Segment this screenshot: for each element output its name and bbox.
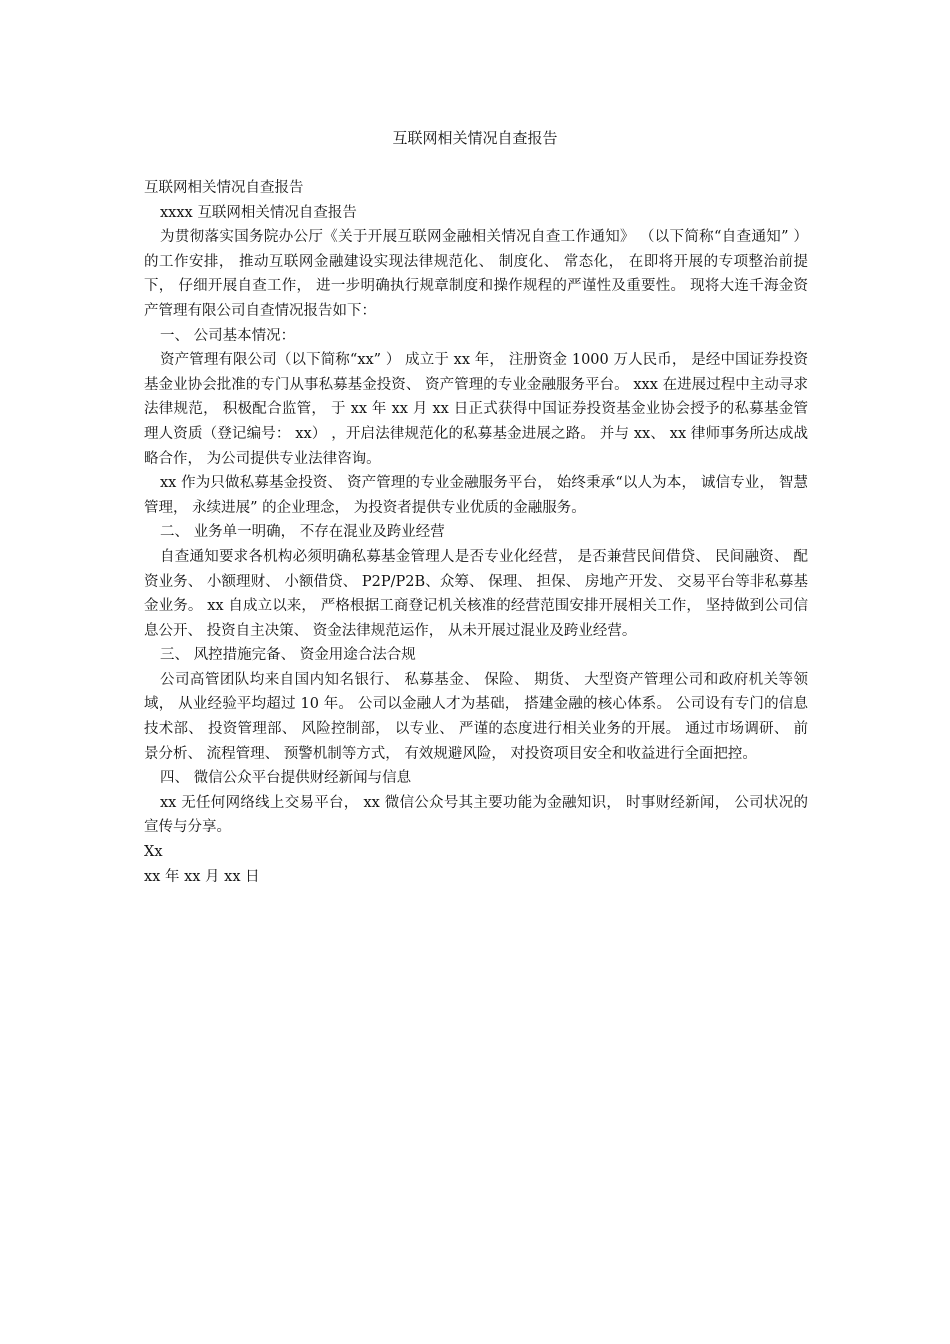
- section-2-paragraph: 自查通知要求各机构必须明确私募基金管理人是否专业化经营， 是否兼营民间借贷、 民间融资、 配资业务、 小额理财、 小额借贷、 P2P/P2B、众筹、 保理、 担保、 房地产开发、 交易平台等非私募基金业务。 xx 自成立以来， 严格根据工商登记机关核准的经营范围安排开展相关工作， 坚持做到公司信息公开、 投资自主决策、 资金法律规范运作， 从未开展过混业及跨业经营。: [144, 548, 808, 639]
- section-heading-2: 二、 业务单一明确， 不存在混业及跨业经营: [160, 524, 445, 541]
- signature-date: xx 年 xx 月 xx 日: [144, 868, 260, 885]
- report-subtitle: xxxx 互联网相关情况自查报告: [160, 204, 357, 221]
- signature-name: Xx: [144, 844, 163, 861]
- section-1-paragraph-1: 资产管理有限公司（以下简称“xx” ） 成立于 xx 年， 注册资金 1000 万人民币， 是经中国证券投资基金业协会批准的专门从事私募基金投资、 资产管理的专业金融服务平台。 xxx 在进展过程中主动寻求法律规范， 积极配合监管， 于 xx 年 xx 月 xx 日正式获得中国证券投资基金业协会授予的私募基金管理人资质（登记编号： xx） ，开启法律规范化的私募基金进展之路。 并与 xx、 xx 律师事务所达成战略合作， 为公司提供专业法律咨询。: [144, 352, 808, 467]
- section-3-paragraph: 公司高管团队均来自国内知名银行、 私募基金、 保险、 期货、 大型资产管理公司和政府机关等领域， 从业经验平均超过 10 年。 公司以金融人才为基础， 搭建金融的核心体系。 公司设有专门的信息技术部、 投资管理部、 风险控制部， 以专业、 严谨的态度进行相关业务的开展。 通过市场调研、 前景分析、 流程管理、 预警机制等方式， 有效规避风险， 对投资项目安全和收益进行全面把控。: [144, 671, 808, 762]
- document-title: 互联网相关情况自查报告: [392, 129, 558, 147]
- section-4-paragraph: xx 无任何网络线上交易平台， xx 微信公众号其主要功能为金融知识， 时事财经新闻， 公司状况的宣传与分享。: [144, 794, 808, 836]
- section-heading-4: 四、 微信公众平台提供财经新闻与信息: [160, 770, 412, 787]
- section-heading-3: 三、 风控措施完备、 资金用途合法合规: [160, 647, 416, 664]
- body-heading: 互联网相关情况自查报告: [144, 180, 304, 196]
- section-1-paragraph-2: xx 作为只做私募基金投资、 资产管理的专业金融服务平台， 始终秉承“以人为本， 诚信专业， 智慧管理， 永续进展” 的企业理念， 为投资者提供专业优质的金融服务。: [144, 475, 808, 516]
- document-body: [144, 176, 808, 889]
- intro-paragraph: 为贯彻落实国务院办公厅《关于开展互联网金融相关情况自查工作通知》 （以下简称“自查通知” ） 的工作安排， 推动互联网金融建设实现法律规范化、 制度化、 常态化， 在即将开展的专项整治前提下， 仔细开展自查工作， 进一步明确执行规章制度和操作规程的严谨性及重要性。 现将大连千海金资产管理有限公司自查情况报告如下：: [144, 229, 808, 319]
- section-heading-1: 一、 公司基本情况：: [160, 327, 296, 344]
